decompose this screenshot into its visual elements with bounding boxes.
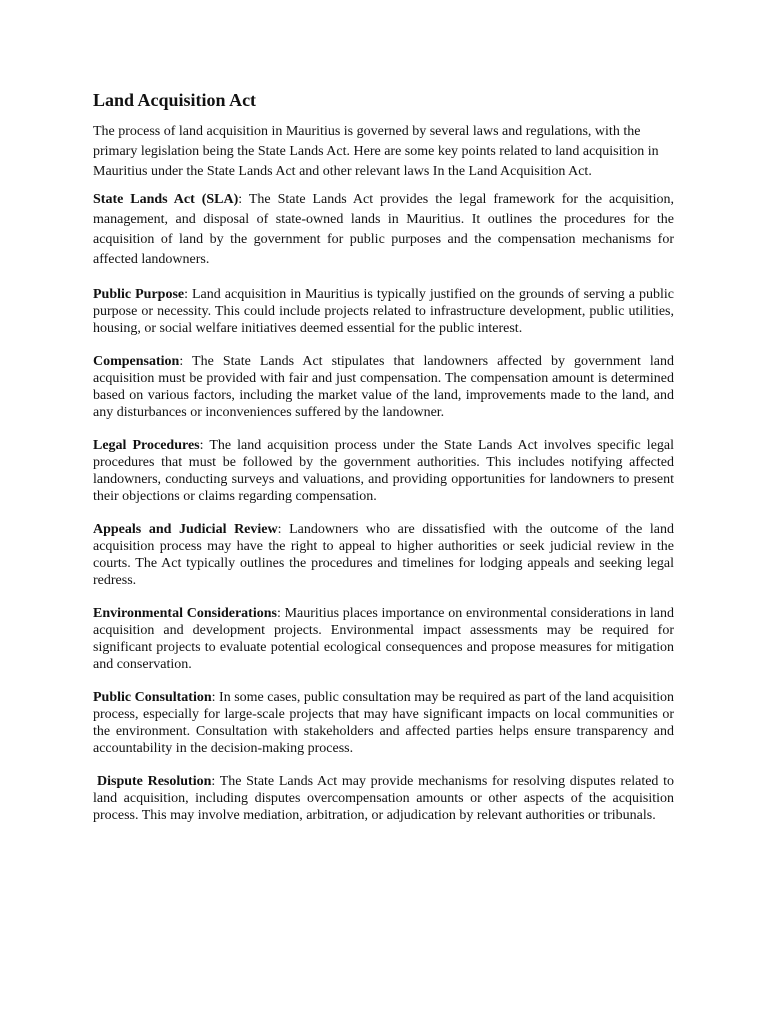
- section-appeals-judicial-review: [93, 521, 674, 589]
- section-public-purpose: [93, 286, 674, 337]
- section-term: Public Purpose: [93, 287, 185, 302]
- section-text: : The State Lands Act may provide mechanisms for resolving disputes related to land acquisition, including disputes overcompensation amounts or other aspects of the acquisition process. This may involve mediation, arbitration, or adjudication by relevant authorities or tribunals.: [93, 774, 674, 823]
- section-term: Appeals and Judicial Review: [93, 522, 278, 537]
- document-title: Land Acquisition Act: [93, 90, 257, 110]
- section-text: : Mauritius places importance on environmental considerations in land acquisition and development projects. Environmental impact assessments may be required for significant projects to evaluate potential ecological consequences and propose measures for mitigation and conservation.: [93, 606, 674, 672]
- section-term: Compensation: [93, 354, 180, 369]
- section-compensation: [93, 353, 674, 421]
- section-text: : Landowners who are dissatisfied with the outcome of the land acquisition process may have the right to appeal to higher authorities or seek judicial review in the courts. The Act typically outlines the procedures and timelines for lodging appeals and seeking legal redress.: [93, 522, 674, 588]
- section-term: Public Consultation: [93, 690, 212, 705]
- section-environmental-considerations: [93, 605, 674, 673]
- section-dispute-resolution: [93, 773, 674, 824]
- section-term: Legal Procedures: [93, 438, 200, 453]
- section-text: : Land acquisition in Mauritius is typically justified on the grounds of serving a public purpose or necessity. This could include projects related to infrastructure development, public utilities, housing, or social welfare initiatives deemed essential for the public interest.: [93, 287, 674, 336]
- section-text: : The land acquisition process under the State Lands Act involves specific legal procedures that must be followed by the government authorities. This includes notifying affected landowners, conducting surveys and valuations, and providing opportunities for landowners to present their objections or claims regarding compensation.: [93, 438, 675, 504]
- section-public-consultation: [93, 689, 674, 757]
- document-page: [93, 88, 674, 840]
- section-state-lands-act: [93, 190, 674, 270]
- section-term: Environmental Considerations: [93, 606, 277, 621]
- section-legal-procedures: [93, 437, 674, 505]
- section-text: : In some cases, public consultation may be required as part of the land acquisition process, especially for large-scale projects that may have significant impacts on local communities or the environment. Consultation with stakeholders and affected parties helps ensure transparency and accountability in the decision-making process.: [93, 690, 675, 756]
- section-term: Dispute Resolution: [97, 774, 212, 789]
- section-text: : The State Lands Act provides the legal framework for the acquisition, management, and disposal of state-owned lands in Mauritius. It outlines the procedures for the acquisition of land by the government for public purposes and the compensation mechanisms for affected landowners.: [93, 192, 674, 267]
- section-term: State Lands Act (SLA): [93, 192, 239, 207]
- intro-paragraph: The process of land acquisition in Mauritius is governed by several laws and regulations, with the primary legislation being the State Lands Act. Here are some key points related to land acquisition in Mauritius under the State Lands Act and other relevant laws In the Land Acquisition Act.: [93, 124, 659, 179]
- section-text: : The State Lands Act stipulates that landowners affected by government land acquisition must be provided with fair and just compensation. The compensation amount is determined based on various factors, including the market value of the land, improvements made to the land, and any disturbances or inconveniences suffered by the landowner.: [93, 354, 674, 420]
